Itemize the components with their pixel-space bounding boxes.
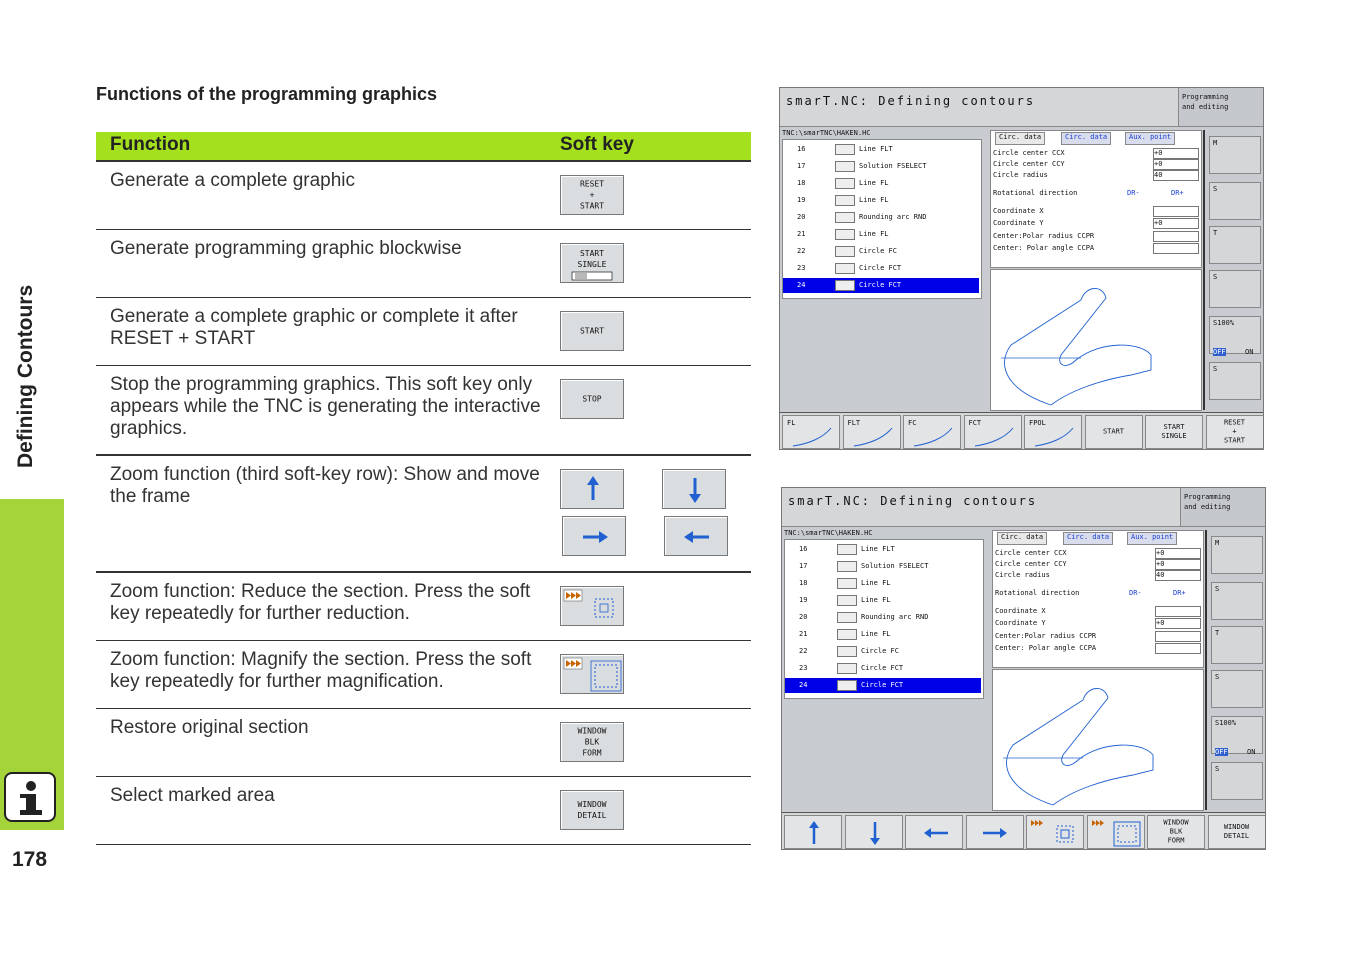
block-icon	[835, 144, 855, 155]
row-description: Zoom function: Reduce the section. Press the soft key repeatedly for further reduction.	[110, 581, 531, 624]
form-field-input[interactable]: +0	[1153, 159, 1199, 170]
program-line[interactable]: 16 Line FLT	[797, 145, 893, 153]
parameter-form	[992, 530, 1204, 668]
screen-softkey[interactable]: START	[1085, 415, 1143, 449]
machine-keys-bar	[1203, 130, 1264, 410]
machine-key[interactable]: S	[1211, 762, 1263, 800]
form-field-input[interactable]: +0	[1155, 618, 1201, 629]
screen-softkey[interactable]: FL	[782, 415, 840, 449]
header-soft-key: Soft key	[560, 134, 634, 155]
program-line[interactable]: 20 Rounding arc RND	[797, 213, 927, 221]
file-path: TNC:\smarTNC\HAKEN.HC	[782, 129, 871, 137]
form-field-label: Circle center CCY	[995, 560, 1067, 568]
block-icon	[837, 595, 857, 606]
move-frame-left-softkey[interactable]	[664, 516, 728, 556]
reset-start-softkey[interactable]: RESET + START	[560, 175, 624, 215]
table-row	[96, 230, 751, 298]
program-line[interactable]: 18 Line FL	[799, 579, 891, 587]
move-frame-down-softkey[interactable]	[662, 469, 726, 509]
chapter-title: Defining Contours	[14, 284, 37, 468]
contour-type-icon	[1025, 416, 1083, 450]
move-frame-right-softkey[interactable]	[562, 516, 626, 556]
program-line[interactable]: 22 Circle FC	[799, 647, 899, 655]
machine-key[interactable]: S	[1209, 362, 1261, 400]
screen-softkey[interactable]: FPOL	[1024, 415, 1082, 449]
screen-softkey[interactable]	[1026, 815, 1084, 849]
program-line[interactable]: 16 Line FLT	[799, 545, 895, 553]
table-header	[96, 132, 751, 162]
form-field-label: Circle radius	[993, 171, 1048, 179]
window-blk-form-softkey[interactable]: WINDOW BLK FORM	[560, 722, 624, 762]
programming-graphic	[990, 269, 1202, 411]
header-function: Function	[110, 134, 191, 155]
block-icon	[837, 612, 857, 623]
parameter-form	[990, 130, 1202, 268]
dr-plus-option[interactable]: DR+	[1173, 589, 1186, 597]
program-line[interactable]: 21 Line FL	[799, 630, 891, 638]
arrow-left-icon	[665, 517, 729, 557]
row-description: Generate a complete graphic	[110, 170, 356, 191]
screen-softkey[interactable]: RESET + START	[1206, 415, 1264, 449]
screen-softkey[interactable]: FCT	[964, 415, 1022, 449]
zoom-out-icon	[561, 587, 625, 627]
screen-softkey[interactable]: START SINGLE	[1145, 415, 1203, 449]
row-description: Select marked area	[110, 785, 275, 806]
arrow-left-icon	[906, 816, 964, 850]
block-icon	[837, 578, 857, 589]
program-tree[interactable]	[782, 139, 982, 299]
row-description: Generate a complete graphic or complete it after RESET + START	[110, 306, 518, 349]
on-indicator: ON	[1245, 348, 1254, 356]
program-line[interactable]: 17 Solution FSELECT	[797, 162, 927, 170]
window-detail-softkey[interactable]: WINDOW DETAIL	[560, 790, 624, 830]
page-number: 178	[12, 848, 48, 871]
file-path: TNC:\smarTNC\HAKEN.HC	[784, 529, 873, 537]
machine-key[interactable]: M	[1211, 536, 1263, 574]
block-icon	[835, 229, 855, 240]
function-table	[96, 132, 751, 845]
block-icon	[837, 680, 857, 691]
contour-graphic	[991, 270, 1201, 410]
screen-softkey[interactable]: WINDOW BLK FORM	[1147, 815, 1205, 849]
form-field-input[interactable]	[1153, 206, 1199, 217]
arrow-down-icon	[663, 470, 727, 510]
block-icon	[837, 663, 857, 674]
zoom-in-icon	[561, 655, 625, 695]
program-line[interactable]: 23 Circle FCT	[799, 664, 904, 672]
program-line[interactable]: 24 Circle FCT	[783, 278, 979, 293]
table-row	[96, 641, 751, 709]
reduce-section-softkey[interactable]	[560, 586, 624, 626]
row-description: Zoom function: Magnify the section. Press the soft key repeatedly for further magnification.	[110, 649, 532, 692]
arrow-right-icon	[967, 816, 1025, 850]
on-indicator: ON	[1247, 748, 1256, 756]
form-field-label: Coordinate Y	[993, 219, 1044, 227]
program-line[interactable]: 19 Line FL	[799, 596, 891, 604]
form-field-label: Circle center CCX	[993, 149, 1065, 157]
mode-indicator	[1180, 488, 1266, 527]
form-field-label: Circle center CCY	[993, 160, 1065, 168]
program-line[interactable]: 24 Circle FCT	[785, 678, 981, 693]
form-field-label: Coordinate Y	[995, 619, 1046, 627]
magnify-section-softkey[interactable]	[560, 654, 624, 694]
machine-key[interactable]: S	[1209, 182, 1261, 220]
machine-keys-bar	[1205, 530, 1266, 810]
program-line[interactable]: 19 Line FL	[797, 196, 889, 204]
machine-key[interactable]: S	[1209, 270, 1261, 308]
machine-key[interactable]: M	[1209, 136, 1261, 174]
form-field-label: Rotational direction	[993, 189, 1078, 197]
block-icon	[835, 246, 855, 257]
block-icon	[837, 561, 857, 572]
arrow-up-icon	[785, 816, 843, 850]
program-line[interactable]: 21 Line FL	[797, 230, 889, 238]
screen-title: smarT.NC: Defining contours	[786, 94, 1036, 108]
form-tabs	[991, 131, 1201, 143]
contour-type-icon	[904, 416, 962, 450]
form-field-label: Coordinate X	[993, 207, 1044, 215]
arrow-down-icon	[846, 816, 904, 850]
form-field-label: Center: Polar angle CCPA	[993, 244, 1095, 252]
program-line[interactable]: 20 Rounding arc RND	[799, 613, 929, 621]
machine-key[interactable]: T	[1209, 226, 1261, 264]
form-field-input[interactable]	[1155, 631, 1201, 642]
zoom-in-icon	[1088, 816, 1146, 850]
program-line[interactable]: 18 Line FL	[797, 179, 889, 187]
screen-title-bar	[782, 488, 1180, 527]
mode-label: Programming and editing	[1182, 93, 1229, 111]
block-icon	[837, 629, 857, 640]
form-field-label: Center:Polar radius CCPR	[993, 232, 1095, 240]
tnc-screen-contour-softkeys	[779, 87, 1264, 450]
form-tab[interactable]: Circ. data	[995, 132, 1045, 145]
block-icon	[835, 212, 855, 223]
block-icon	[835, 161, 855, 172]
row-description: Zoom function (third soft-key row): Show and move the frame	[110, 464, 540, 507]
row-description: Restore original section	[110, 717, 309, 738]
table-row	[96, 298, 751, 366]
softkey-row	[782, 812, 1266, 850]
info-icon	[4, 772, 56, 822]
table-row	[96, 709, 751, 777]
block-icon	[835, 280, 855, 291]
form-field-label: Circle radius	[995, 571, 1050, 579]
form-field-input[interactable]	[1155, 643, 1201, 654]
screen-title: smarT.NC: Defining contours	[788, 494, 1038, 508]
form-field-input[interactable]: 40	[1155, 570, 1201, 581]
start-single-softkey[interactable]: START SINGLE	[560, 243, 624, 283]
tnc-screen-zoom-softkeys	[781, 487, 1266, 850]
table-row	[96, 162, 751, 230]
row-description: Generate programming graphic blockwise	[110, 238, 462, 259]
form-field-input[interactable]	[1153, 231, 1199, 242]
row-description: Stop the programming graphics. This soft key only appears while the TNC is generating the interactive graphics.	[110, 374, 541, 439]
form-field-input[interactable]: +0	[1153, 218, 1199, 229]
form-tab[interactable]: Aux. point	[1127, 532, 1177, 545]
form-tabs	[993, 531, 1203, 543]
program-line[interactable]: 23 Circle FCT	[797, 264, 902, 272]
form-field-input[interactable]: +0	[1155, 559, 1201, 570]
program-tree[interactable]	[784, 539, 984, 699]
form-field-input[interactable]	[1153, 243, 1199, 254]
stop-softkey[interactable]: STOP	[560, 379, 624, 419]
screen-softkey[interactable]	[905, 815, 963, 849]
machine-key[interactable]: S	[1211, 670, 1263, 708]
machine-key[interactable]: S100%	[1211, 716, 1263, 754]
block-icon	[835, 195, 855, 206]
table-row	[96, 573, 751, 641]
section-title: Functions of the programming graphics	[96, 84, 438, 104]
screen-softkey[interactable]: FLT	[843, 415, 901, 449]
contour-type-icon	[783, 416, 841, 450]
arrow-up-icon	[561, 470, 625, 510]
programming-graphic	[992, 669, 1204, 811]
move-frame-up-softkey[interactable]	[560, 469, 624, 509]
start-softkey[interactable]: START	[560, 311, 624, 351]
off-indicator: OFF	[1215, 748, 1228, 756]
form-field-label: Rotational direction	[995, 589, 1080, 597]
screen-softkey[interactable]	[1087, 815, 1145, 849]
mode-indicator	[1178, 88, 1264, 127]
form-field-input[interactable]: +0	[1155, 548, 1201, 559]
table-row	[96, 366, 751, 456]
softkey-row	[780, 412, 1264, 450]
form-field-label: Center:Polar radius CCPR	[995, 632, 1097, 640]
mode-label: Programming and editing	[1184, 493, 1231, 511]
form-field-label: Coordinate X	[995, 607, 1046, 615]
form-tab[interactable]: Circ. data	[1061, 132, 1111, 145]
machine-key[interactable]: S100%	[1209, 316, 1261, 354]
zoom-out-icon	[1027, 816, 1085, 850]
block-icon	[837, 646, 857, 657]
screen-title-bar	[780, 88, 1178, 127]
arrow-right-icon	[563, 517, 627, 557]
dr-minus-option[interactable]: DR-	[1127, 189, 1140, 197]
single-block-icon	[561, 244, 625, 284]
form-field-label: Circle center CCX	[995, 549, 1067, 557]
screen-softkey[interactable]: FC	[903, 415, 961, 449]
form-field-label: Center: Polar angle CCPA	[995, 644, 1097, 652]
block-icon	[837, 544, 857, 555]
screen-softkey[interactable]	[845, 815, 903, 849]
form-field-input[interactable]	[1155, 606, 1201, 617]
table-row	[96, 777, 751, 845]
machine-key[interactable]: T	[1211, 626, 1263, 664]
form-tab[interactable]: Circ. data	[997, 532, 1047, 545]
form-field-input[interactable]: 40	[1153, 170, 1199, 181]
dr-plus-option[interactable]: DR+	[1171, 189, 1184, 197]
screen-softkey[interactable]	[966, 815, 1024, 849]
screen-softkey[interactable]: WINDOW DETAIL	[1208, 815, 1266, 849]
screen-softkey[interactable]	[784, 815, 842, 849]
off-indicator: OFF	[1213, 348, 1226, 356]
form-tab[interactable]: Circ. data	[1063, 532, 1113, 545]
form-field-input[interactable]: +0	[1153, 148, 1199, 159]
table-row	[96, 456, 751, 573]
contour-type-icon	[965, 416, 1023, 450]
machine-key[interactable]: S	[1211, 582, 1263, 620]
form-tab[interactable]: Aux. point	[1125, 132, 1175, 145]
program-line[interactable]: 17 Solution FSELECT	[799, 562, 929, 570]
program-line[interactable]: 22 Circle FC	[797, 247, 897, 255]
dr-minus-option[interactable]: DR-	[1129, 589, 1142, 597]
contour-type-icon	[844, 416, 902, 450]
contour-graphic	[993, 670, 1203, 810]
block-icon	[835, 263, 855, 274]
block-icon	[835, 178, 855, 189]
